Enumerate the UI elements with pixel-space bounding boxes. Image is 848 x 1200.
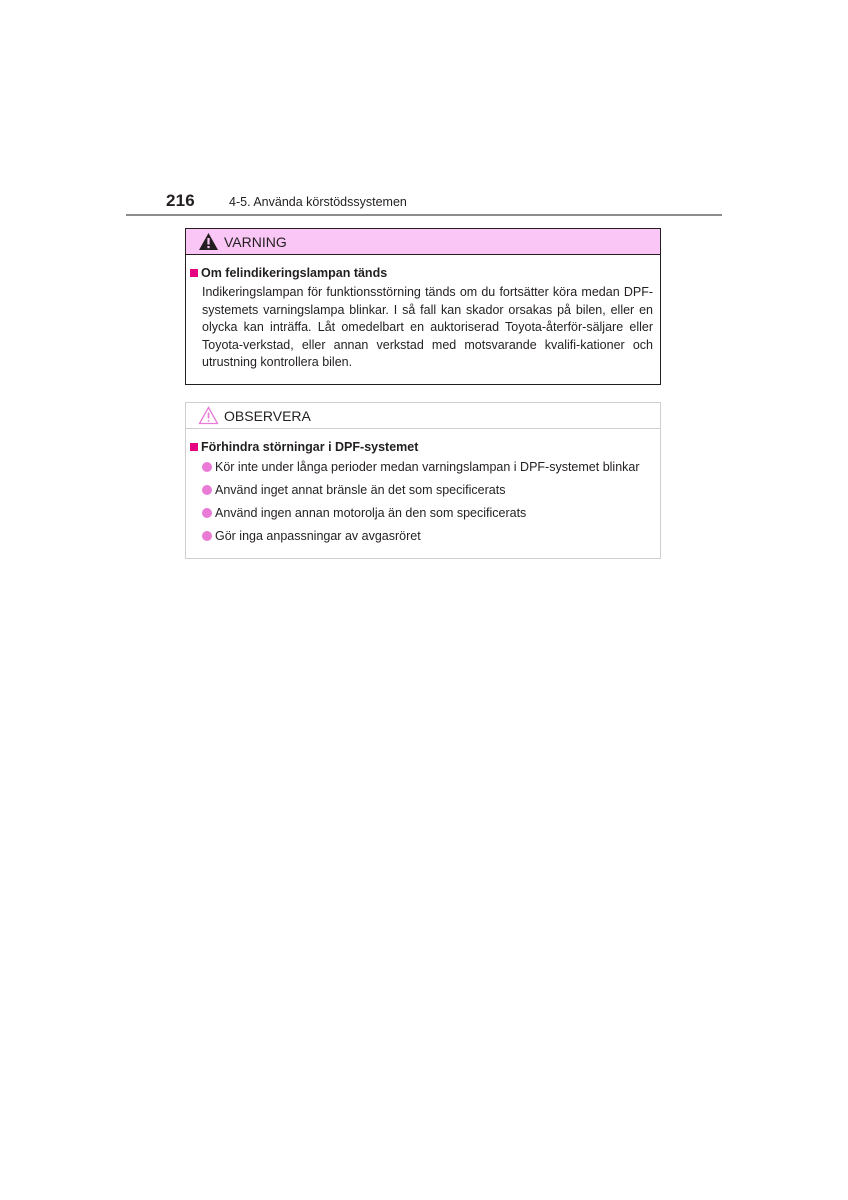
circle-bullet-icon [202, 531, 212, 541]
circle-bullet-icon [202, 485, 212, 495]
circle-bullet-icon [202, 462, 212, 472]
notice-bullet: Kör inte under långa perioder medan varningslampan i DPF-systemet blinkar [202, 460, 640, 474]
square-bullet-icon [190, 443, 198, 451]
warning-box [185, 228, 661, 385]
page-header [126, 188, 722, 218]
notice-item-title: Förhindra störningar i DPF-systemet [190, 440, 418, 454]
warning-item-title: Om felindikeringslampan tänds [190, 266, 387, 280]
notice-bullet: Använd inget annat bränsle än det som specificerats [202, 483, 505, 497]
notice-bullet: Gör inga anpassningar av avgasröret [202, 529, 421, 543]
warning-text: Indikeringslampan för funktionsstörning tänds om du fortsätter köra medan DPF-systemets varningslampa blinkar. I så fall kan skador orsakas på bilen, eller en olycka kan inträffa. Låt omedelbart en auktoriserad Toyota-återför-säljare eller Toyota-verkstad, eller annan verkstad med motsvarande kvalifi-kationer och utrustning kontrollera bilen. [202, 285, 653, 369]
warning-label: VARNING [224, 234, 287, 250]
header-rule [126, 214, 722, 216]
section-title: 4-5. Använda körstödssystemen [229, 195, 407, 209]
warning-header [186, 229, 660, 255]
notice-header [186, 403, 660, 429]
notice-box [185, 402, 661, 559]
circle-bullet-icon [202, 508, 212, 518]
page-number: 216 [166, 191, 195, 210]
warning-triangle-outline-icon [198, 406, 219, 425]
notice-bullet: Använd ingen annan motorolja än den som specificerats [202, 506, 526, 520]
warning-triangle-filled-icon [198, 232, 219, 251]
square-bullet-icon [190, 269, 198, 277]
notice-label: OBSERVERA [224, 408, 311, 424]
